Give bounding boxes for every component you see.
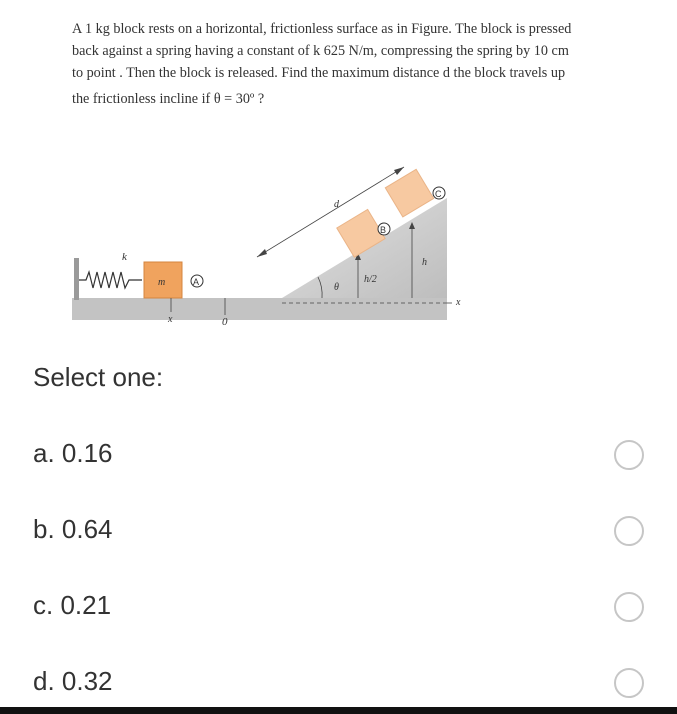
- option-d-radio[interactable]: [614, 668, 644, 698]
- option-d-label: d. 0.32: [33, 666, 113, 696]
- label-k: k: [122, 251, 127, 263]
- label-h: h: [422, 257, 427, 268]
- select-one-label: Select one:: [33, 362, 164, 392]
- question-line: back against a spring having a constant of k 625 N/m, compressing the spring by 10 cm: [72, 43, 569, 59]
- question-text: [72, 18, 632, 110]
- label-h2: h/2: [364, 274, 377, 285]
- floor: [72, 298, 282, 320]
- physics-figure: [72, 150, 492, 340]
- question-line: to point . Then the block is released. Find the maximum distance d the block travels up: [72, 65, 566, 81]
- option-a[interactable]: [0, 426, 677, 486]
- label-zero: 0: [222, 316, 228, 328]
- spring: [79, 272, 142, 288]
- block-c: [385, 169, 433, 217]
- option-b-radio[interactable]: [614, 516, 644, 546]
- option-c[interactable]: [0, 578, 677, 638]
- label-d: d: [334, 199, 339, 210]
- label-m: m: [158, 277, 166, 288]
- question-line: the frictionless incline if θ = 30º ?: [72, 91, 265, 107]
- d-arrow-end: [394, 167, 404, 175]
- wall: [74, 258, 79, 300]
- label-x-axis: x: [456, 297, 461, 308]
- d-arrow-start: [257, 249, 267, 257]
- option-c-label: c. 0.21: [33, 590, 112, 620]
- label-theta: θ: [334, 282, 339, 293]
- bottom-bar: [0, 707, 677, 714]
- option-a-radio[interactable]: [614, 440, 644, 470]
- label-a: A: [193, 277, 200, 287]
- option-c-radio[interactable]: [614, 592, 644, 622]
- incline-base: [282, 298, 447, 320]
- option-b[interactable]: [0, 502, 677, 562]
- option-b-label: b. 0.64: [33, 514, 113, 544]
- option-d[interactable]: [0, 654, 677, 714]
- question-line: A 1 kg block rests on a horizontal, frictionless surface as in Figure. The block is pressed: [72, 21, 572, 37]
- label-x-block: x: [168, 314, 173, 325]
- label-b: B: [380, 225, 387, 235]
- option-a-label: a. 0.16: [33, 438, 113, 468]
- label-c: C: [435, 189, 442, 199]
